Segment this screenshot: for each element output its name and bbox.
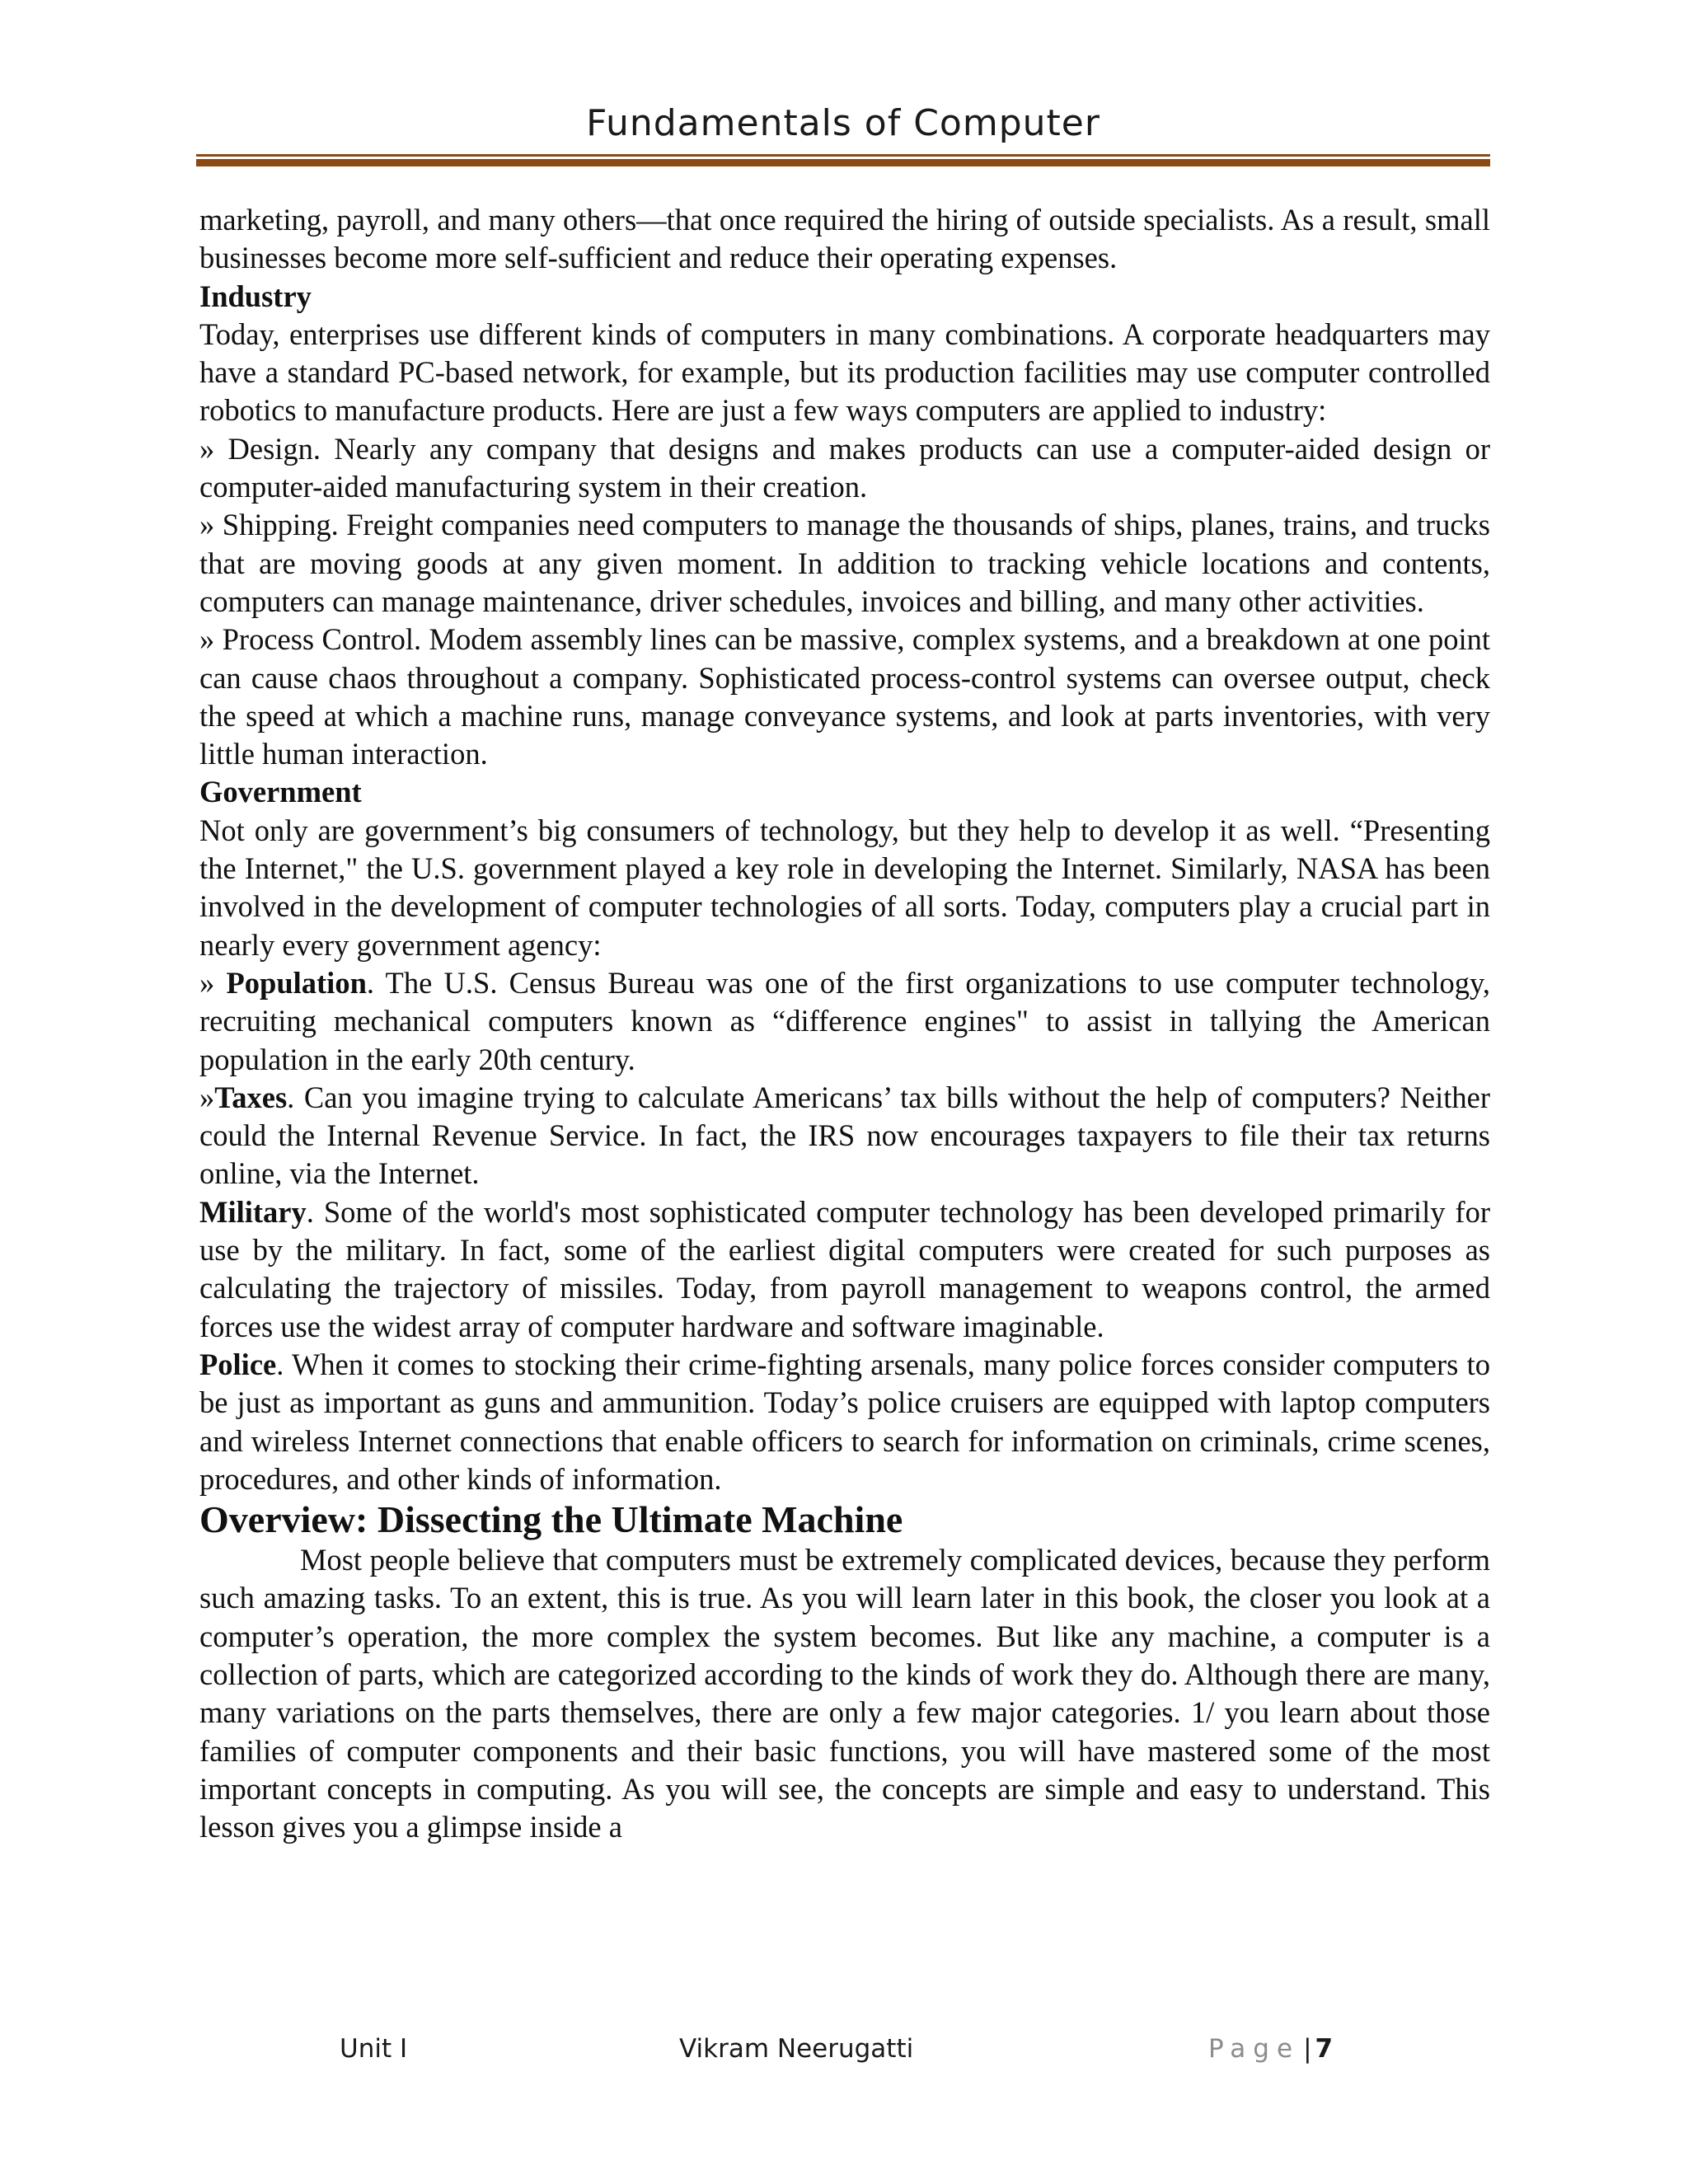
term-police: Police (199, 1347, 277, 1381)
paragraph-population (199, 964, 1490, 1079)
footer-page-label (1208, 2034, 1333, 2070)
paragraph-police (199, 1346, 1490, 1498)
footer-separator: | (1303, 2034, 1312, 2064)
paragraph-small-business: marketing, payroll, and many others—that once required the hiring of outside specialists. As a result, small businesses become more self-sufficient and reduce their operating expenses. (199, 203, 1490, 275)
bullet-marker: » (199, 965, 227, 1000)
term-population: Population (226, 965, 367, 1000)
paragraph-design: » Design. Nearly any company that designs and makes products can use a computer-aided design or computer-aided manufacturing system in their creation. (199, 431, 1490, 504)
heading-government: Government (199, 775, 362, 809)
bullet-marker: » (199, 1080, 215, 1114)
footer-page-number: 7 (1315, 2034, 1334, 2064)
heading-industry: Industry (199, 279, 312, 313)
term-military: Military (199, 1194, 307, 1229)
population-text: . The U.S. Census Bureau was one of the first organizations to use computer technology, recruiting mechanical computers known as “difference engines" to assist in tallying the American population in the early 20th century. (199, 965, 1491, 1076)
heading-overview: Overview: Dissecting the Ultimate Machine (199, 1498, 903, 1541)
term-taxes: Taxes (214, 1080, 288, 1114)
footer-page-word: Page (1208, 2034, 1301, 2064)
police-text: . When it comes to stocking their crime-fighting arsenals, many police forces consider computers to be just as important as guns and ammunition. Today’s police cruisers are equipped with laptop computers and wireless Internet connections that enable officers to search for information on criminals, crime scenes, procedures, and other kinds of information. (199, 1347, 1490, 1496)
paragraph-taxes (199, 1079, 1490, 1193)
paragraph-industry-intro: Today, enterprises use different kinds of computers in many combinations. A corporate headquarters may have a standard PC-based network, for example, but its production facilities may use computer controlled robotics to manufacture products. Here are just a few ways computers are applied to industry: (199, 316, 1490, 428)
header-rule-thin (196, 154, 1490, 157)
military-text: . Some of the world's most sophisticated computer technology has been developed primarily for use by the military. In fact, some of the earliest digital computers were created for such purposes as calculating the trajectory of missiles. Today, from payroll management to weapons control, the armed forces use the widest array of computer hardware and software imaginable. (199, 1194, 1490, 1343)
paragraph-government-intro: Not only are government’s big consumers of technology, but they help to develop it as well. “Presenting the Internet," the U.S. government played a key role in developing the Internet. Similarly, NASA has been involved in the development of computer technologies of all sorts. Today, computers play a crucial part in nearly every government agency: (199, 813, 1490, 962)
running-header-title: Fundamentals of Computer (586, 102, 1100, 144)
paragraph-overview: Most people believe that computers must be extremely complicated devices, because they perform such amazing tasks. To an extent, this is true. As you will learn later in this book, the closer you look at a computer’s operation, the more complex the system becomes. But like any machine, a computer is a collection of parts, which are categorized according to the kinds of work they do. Although there are many, many variations on the parts themselves, there are only a few major categories. 1/ you learn about those families of computer components and their basic functions, you will have mastered some of the most important concepts in computing. As you will see, the concepts are simple and easy to understand. This lesson gives you a glimpse inside a (199, 1543, 1490, 1844)
paragraph-shipping: » Shipping. Freight companies need computers to manage the thousands of ships, planes, trains, and trucks that are moving goods at any given moment. In addition to tracking vehicle locations and contents, computers can manage maintenance, driver schedules, invoices and billing, and many other activities. (199, 508, 1490, 618)
taxes-text: . Can you imagine trying to calculate Americans’ tax bills without the help of computers? Neither could the Internal Revenue Service. In fact, the IRS now encourages taxpayers to file their tax returns online, via the Internet. (199, 1080, 1490, 1191)
paragraph-military (199, 1193, 1490, 1346)
paragraph-process-control: » Process Control. Modem assembly lines can be massive, complex systems, and a breakdown at one point can cause chaos throughout a company. Sophisticated process-control systems can oversee output, check the speed at which a machine runs, manage conveyance systems, and look at parts inventories, with very little human interaction. (199, 622, 1490, 771)
body-text (199, 201, 1490, 1846)
header-rule-thick (196, 159, 1490, 166)
footer-unit: Unit I (340, 2034, 408, 2064)
footer-author: Vikram Neerugatti (679, 2034, 914, 2064)
